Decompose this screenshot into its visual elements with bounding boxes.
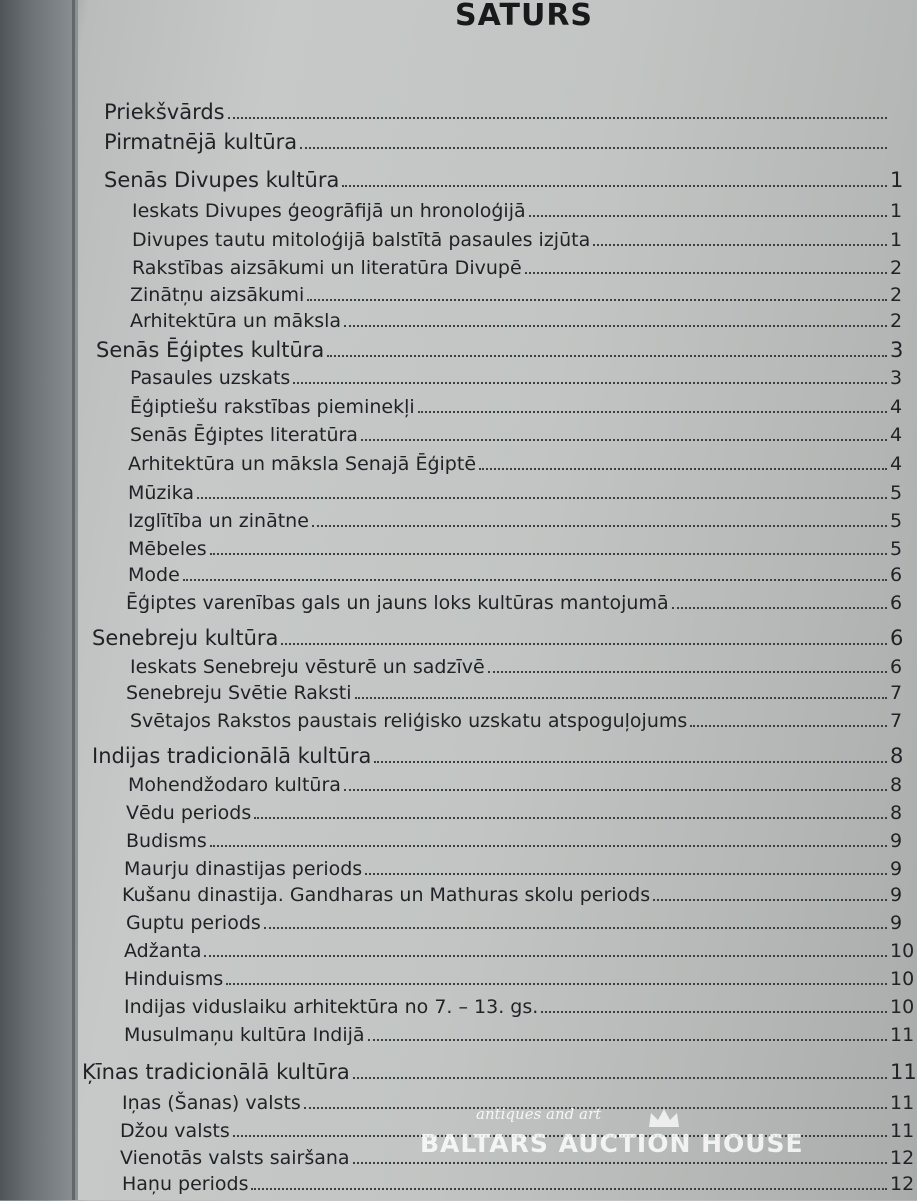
toc-entry-label: Senās Ēģiptes kultūra: [96, 338, 325, 362]
toc-entry-page: 11: [890, 1120, 915, 1142]
dot-leader: [344, 789, 887, 791]
toc-entry-label: Mohendžodaro kultūra: [128, 774, 341, 796]
toc-entry-page: 10: [890, 968, 915, 990]
toc-entry-page: 7: [890, 710, 903, 732]
dot-leader: [365, 873, 887, 875]
dot-leader: [361, 439, 887, 441]
toc-entry-page: 6: [890, 626, 904, 650]
dot-leader: [251, 1188, 887, 1190]
toc-entry-page: 6: [890, 564, 903, 586]
toc-entry-page: 2: [890, 310, 903, 332]
dot-leader: [197, 497, 887, 499]
toc-entry-page: 11: [890, 1060, 917, 1084]
toc-entry-label: Budisms: [126, 830, 207, 852]
dot-leader: [368, 1039, 887, 1041]
toc-entry-page: 4: [890, 453, 903, 475]
toc-entry-label: Arhitektūra un māksla Senajā Ēģiptē: [128, 453, 477, 475]
toc-entry-page: 12: [890, 1147, 915, 1169]
toc-entry-page: 11: [890, 1024, 915, 1046]
toc-entry-page: 2: [890, 284, 903, 306]
toc-entry: [122, 884, 903, 912]
toc-entry-label: Ieskats Divupes ģeogrāfijā un hronoloģijā: [132, 200, 526, 222]
toc-entry-page: 9: [890, 912, 903, 934]
toc-entry-label: Mēbeles: [128, 538, 207, 560]
dot-leader: [300, 147, 887, 149]
dot-leader: [204, 955, 887, 957]
toc-entry-label: Zinātņu aizsākumi: [130, 284, 305, 306]
toc-entry-page: 3: [890, 367, 903, 389]
toc-entry-label: Musulmaņu kultūra Indijā: [124, 1024, 365, 1046]
toc-entry: [130, 710, 903, 738]
dot-leader: [183, 579, 887, 581]
toc-entry: [126, 830, 903, 858]
toc-entry-label: Mode: [128, 564, 180, 586]
toc-entry-page: 11: [890, 1092, 915, 1114]
toc-entry-page: 10: [890, 940, 915, 962]
toc-entry: [126, 682, 903, 710]
toc-entry-label: Ēģiptes varenības gals un jauns loks kultūras mantojumā: [126, 592, 669, 614]
toc-entry: [130, 396, 903, 424]
dot-leader: [327, 355, 887, 357]
toc-entry: [92, 744, 904, 772]
toc-entry-label: Guptu periods: [126, 912, 261, 934]
toc-entry-label: Haņu periods: [122, 1173, 249, 1195]
dot-leader: [293, 382, 887, 384]
toc-entry-label: Džou valsts: [120, 1120, 230, 1142]
toc-entry: [130, 656, 903, 684]
dot-leader: [342, 185, 887, 187]
toc-entry-page: 5: [890, 482, 903, 504]
toc-entry-page: 8: [890, 744, 904, 768]
toc-entry: [130, 367, 903, 395]
toc-entry-label: Izglītība un zinātne: [128, 510, 309, 532]
toc-entry: [132, 257, 903, 285]
toc-entry-page: 5: [890, 510, 903, 532]
toc-entry-label: Pirmatnējā kultūra: [104, 130, 298, 154]
dot-leader: [226, 983, 887, 985]
toc-entry-page: 5: [890, 538, 903, 560]
toc-entry: [104, 168, 904, 196]
toc-entry: [96, 338, 904, 366]
toc-entry: [130, 310, 903, 338]
dot-leader: [479, 468, 887, 470]
toc-entry: [132, 229, 903, 257]
dot-leader: [690, 725, 887, 727]
toc-entry-page: 3: [890, 338, 904, 362]
toc-entry: [128, 510, 903, 538]
toc-entry: [128, 564, 903, 592]
dot-leader: [344, 325, 887, 327]
dot-leader: [672, 607, 887, 609]
dot-leader: [529, 215, 887, 217]
toc-entry-label: Senās Ēģiptes literatūra: [130, 424, 358, 446]
toc-entry: [124, 968, 915, 996]
toc-entry: [128, 453, 903, 481]
dot-leader: [254, 817, 887, 819]
toc-entry-label: Arhitektūra un māksla: [130, 310, 342, 332]
toc-entry: [126, 592, 903, 620]
toc-entry-label: Pasaules uzskats: [130, 367, 291, 389]
toc-entry-page: 9: [890, 884, 903, 906]
toc-entry-page: 1: [890, 200, 903, 222]
toc-entry-label: Hinduisms: [124, 968, 224, 990]
toc-entry-label: Vienotās valsts sairšana: [120, 1147, 350, 1169]
dot-leader: [488, 671, 887, 673]
toc-entry-label: Senās Divupes kultūra: [104, 168, 340, 192]
toc-entry-label: Senebreju kultūra: [92, 626, 279, 650]
watermark-tagline: antiques and art: [476, 1105, 602, 1123]
toc-entry: [128, 482, 903, 510]
toc-entry-label: Divupes tautu mitoloģijā balstītā pasaules izjūta: [132, 229, 591, 251]
page-border: [72, 0, 75, 1200]
toc-entry: [82, 1060, 917, 1088]
toc-entry-page: 6: [890, 592, 903, 614]
toc-entry: [128, 774, 903, 802]
toc-entry: [104, 130, 900, 158]
toc-entry-label: Iņas (Šanas) valsts: [122, 1092, 301, 1114]
toc-entry-page: 4: [890, 424, 903, 446]
watermark-name: BALTARS AUCTION HOUSE: [420, 1129, 804, 1158]
toc-entry-page: 8: [890, 802, 903, 824]
toc-entry: [104, 100, 900, 128]
toc-entry-page: 2: [890, 257, 903, 279]
toc-entry-label: Adžanta: [124, 940, 202, 962]
toc-entry-label: Maurju dinastijas periods: [124, 858, 363, 880]
toc-entry-label: Svētajos Rakstos paustais reliģisko uzskatu atspoguļojums: [130, 710, 688, 732]
dot-leader: [374, 761, 887, 763]
toc-entry: [92, 626, 904, 654]
toc-entry-page: 6: [890, 656, 903, 678]
page-title: SATURS: [455, 0, 594, 33]
toc-entry-label: Senebreju Svētie Raksti: [126, 682, 352, 704]
dot-leader: [541, 1011, 887, 1013]
toc-entry-page: 4: [890, 396, 903, 418]
toc-entry-label: Mūzika: [128, 482, 194, 504]
dot-leader: [355, 697, 888, 699]
toc-entry: [124, 858, 903, 886]
dot-leader: [281, 643, 887, 645]
toc-entry-label: Indijas tradicionālā kultūra: [92, 744, 372, 768]
toc-entry-label: Ieskats Senebreju vēsturē un sadzīvē: [130, 656, 485, 678]
toc-entry-label: Indijas viduslaiku arhitektūra no 7. – 13. gs.: [124, 996, 539, 1018]
dot-leader: [210, 553, 887, 555]
dot-leader: [264, 927, 887, 929]
toc-entry-page: 9: [890, 858, 903, 880]
dot-leader: [210, 845, 887, 847]
toc-entry: [132, 200, 903, 228]
toc-entry-page: 9: [890, 830, 903, 852]
toc-entry-label: Ēģiptiešu rakstības pieminekļi: [130, 396, 415, 418]
toc-entry-page: 12: [890, 1173, 915, 1195]
toc-entry-label: Rakstības aizsākumi un literatūra Divupē: [132, 257, 522, 279]
dot-leader: [312, 525, 887, 527]
toc-entry: [130, 424, 903, 452]
toc-entry: [128, 538, 903, 566]
toc-entry: [126, 912, 903, 940]
toc-entry-label: Ķīnas tradicionālā kultūra: [82, 1060, 350, 1084]
crown-icon: [647, 1107, 681, 1129]
toc-entry-page: 1: [890, 168, 904, 192]
toc-entry: [124, 996, 915, 1024]
toc-entry-label: Vēdu periods: [126, 802, 252, 824]
toc-entry: [124, 1024, 915, 1052]
toc-entry-label: Kušanu dinastija. Gandharas un Mathuras skolu periods: [122, 884, 651, 906]
dot-leader: [593, 244, 887, 246]
toc-entry-page: 7: [890, 682, 903, 704]
dot-leader: [418, 411, 887, 413]
toc-entry-page: 8: [890, 774, 903, 796]
toc-entry: [124, 940, 915, 968]
toc-entry: [126, 802, 903, 830]
dot-leader: [307, 299, 887, 301]
book-gutter: [0, 0, 78, 1200]
dot-leader: [525, 272, 887, 274]
toc-entry-page: 1: [890, 229, 903, 251]
toc-entry-page: 10: [890, 996, 915, 1018]
dot-leader: [228, 117, 887, 119]
toc-entry-label: Priekšvārds: [104, 100, 225, 124]
watermark: [420, 1105, 820, 1185]
toc-entry: [130, 284, 903, 312]
dot-leader: [653, 899, 887, 901]
dot-leader: [353, 1077, 887, 1079]
